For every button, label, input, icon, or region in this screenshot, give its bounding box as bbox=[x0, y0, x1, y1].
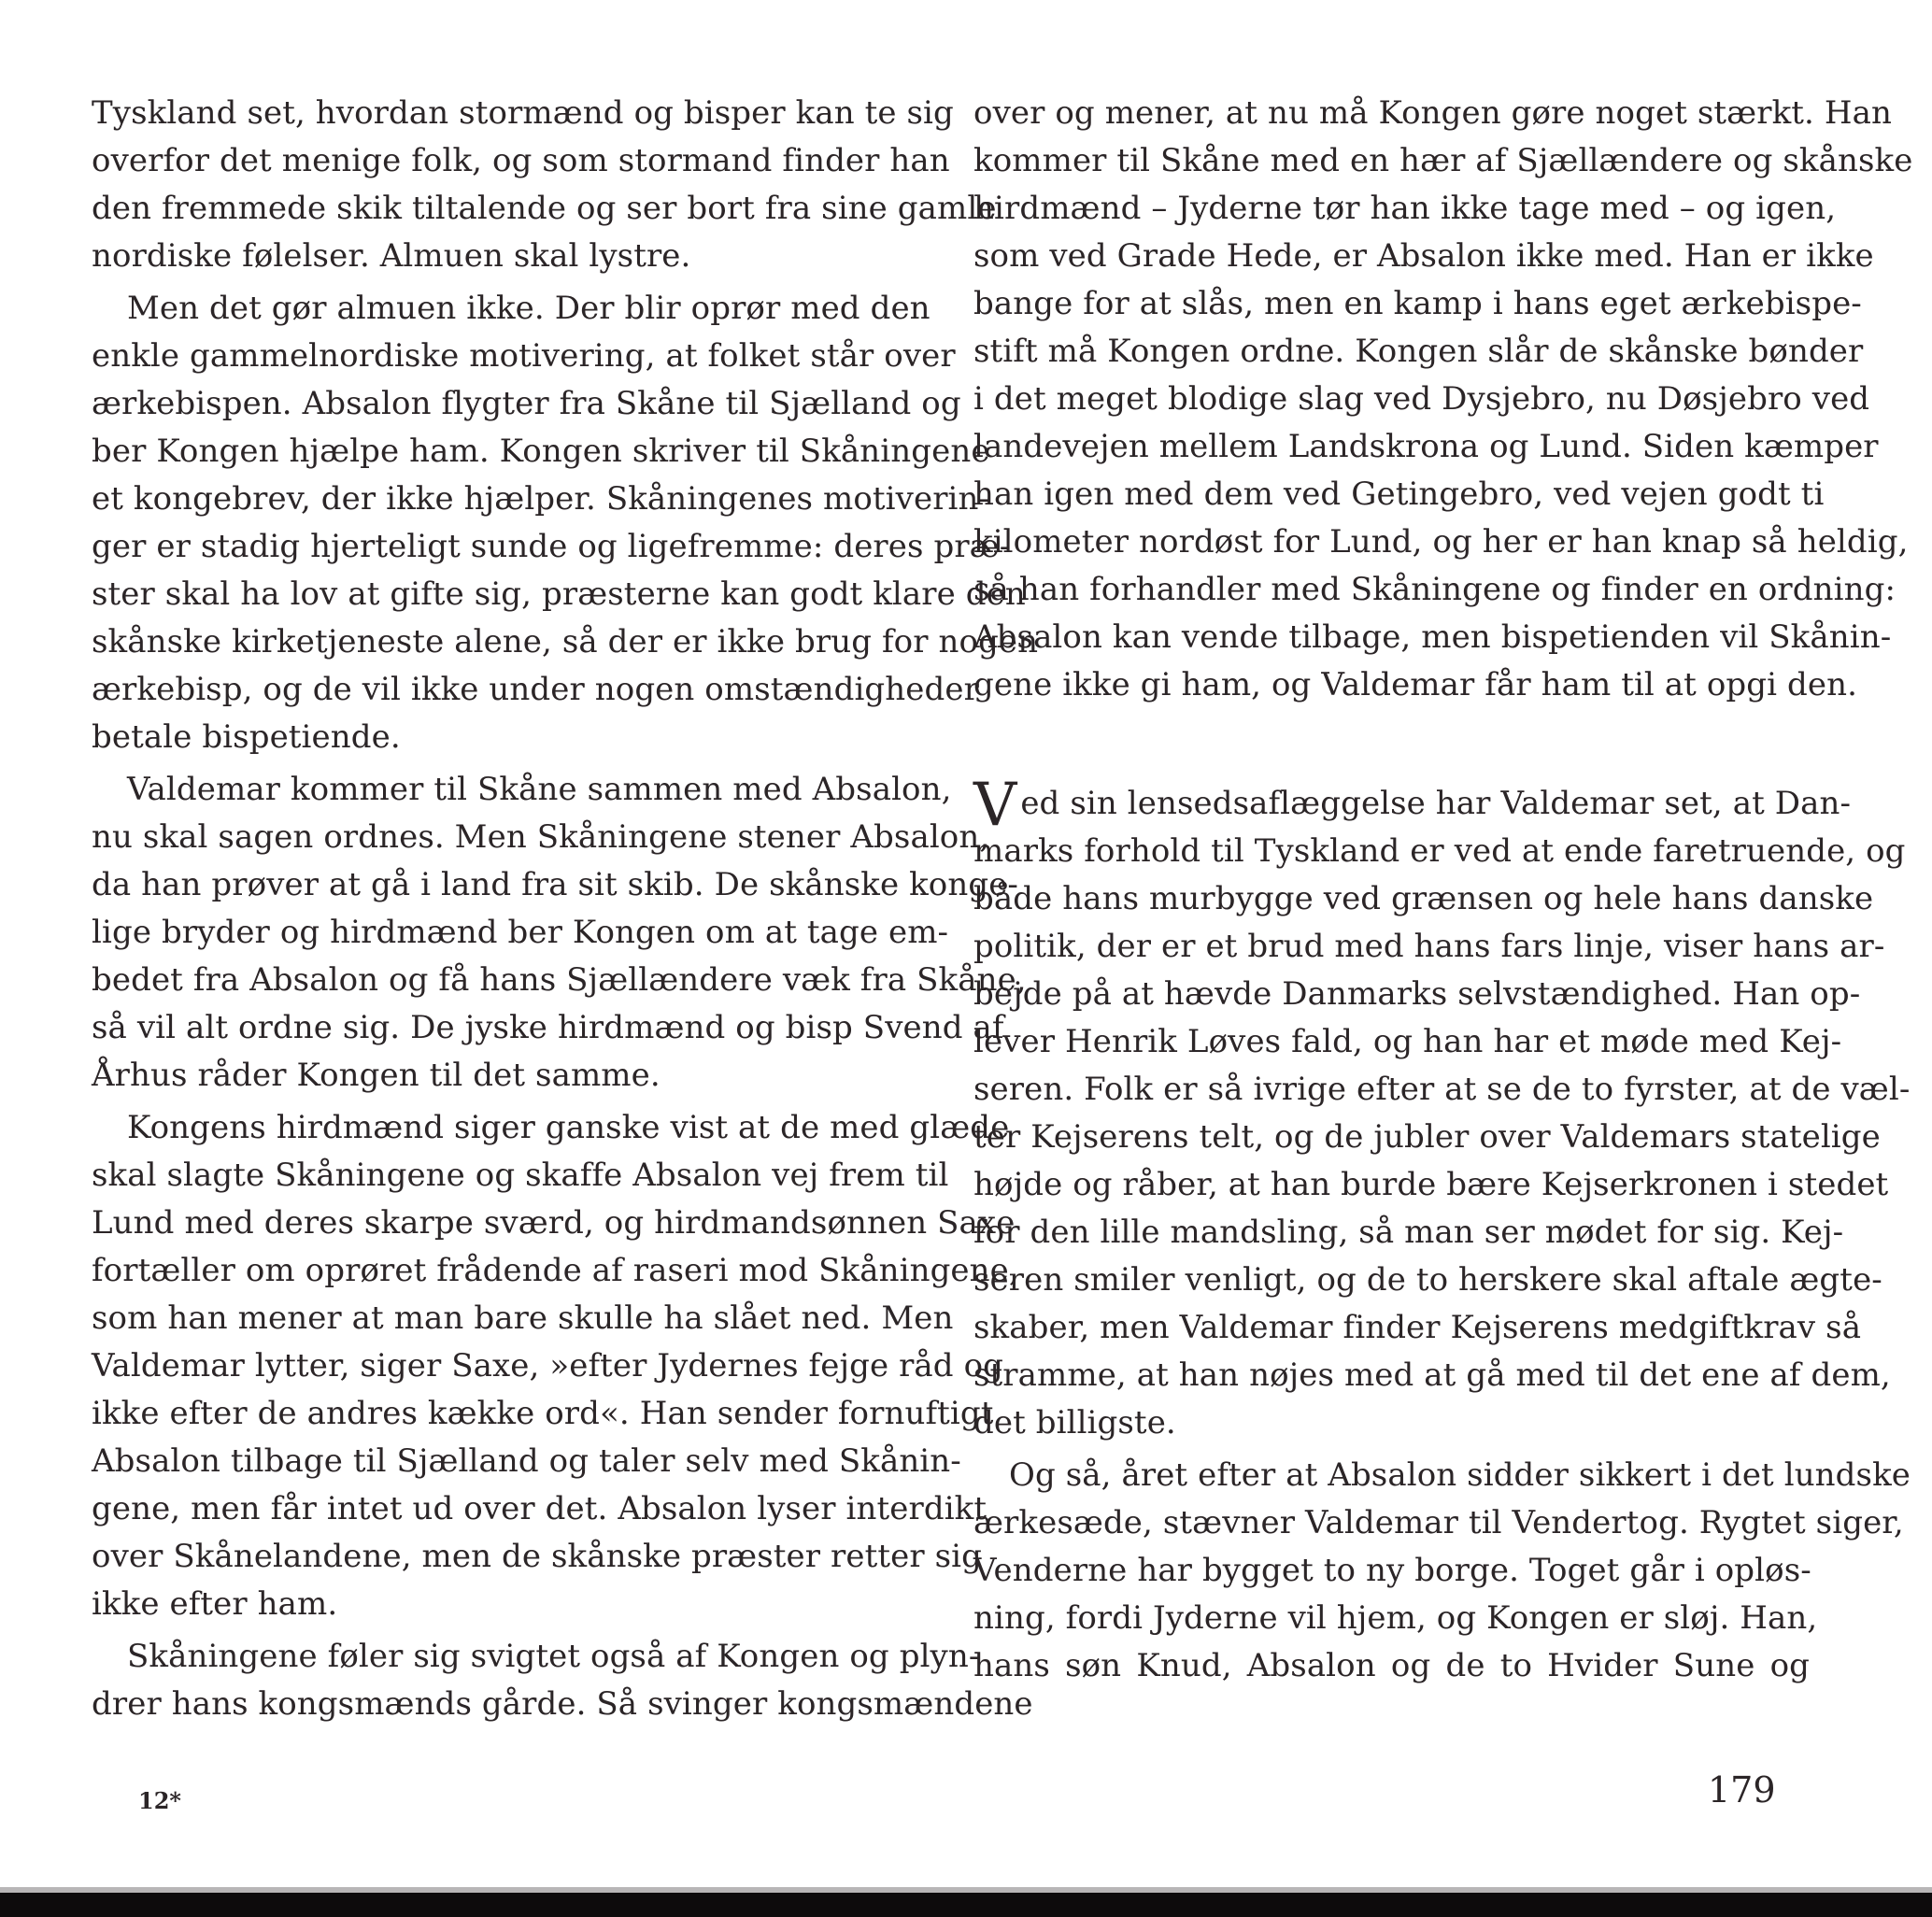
text-line: så han forhandler med Skåningene og finder en ordning: bbox=[973, 571, 1896, 608]
text-line: både hans murbygge ved grænsen og hele hans danske bbox=[973, 880, 1874, 917]
text-line: Lund med deres skarpe sværd, og hirdmandsønnen Saxe bbox=[92, 1204, 1016, 1242]
text-line: Tyskland set, hvordan stormænd og bisper kan te sig bbox=[92, 94, 954, 132]
text-line: bange for at slås, men en kamp i hans eget ærkebispe- bbox=[973, 285, 1862, 322]
text-line: Absalon kan vende tilbage, men bispetienden vil Skånin- bbox=[973, 618, 1892, 656]
right-column-section-b bbox=[973, 771, 1911, 1690]
text-line: da han prøver at gå i land fra sit skib. De skånske konge- bbox=[92, 866, 1019, 903]
text-line: Skåningene føler sig svigtet også af Kongen og plyn- bbox=[127, 1638, 980, 1675]
text-line: højde og råber, at han burde bære Kejserkronen i stedet bbox=[973, 1166, 1889, 1203]
scan-edge-dark bbox=[0, 1893, 1932, 1917]
text-line: for den lille mandsling, så man ser mødet for sig. Kej- bbox=[973, 1214, 1844, 1251]
text-line: lever Henrik Løves fald, og han har et møde med Kej- bbox=[973, 1023, 1842, 1060]
text-line: skal slagte Skåningene og skaffe Absalon vej frem til bbox=[92, 1157, 949, 1194]
text-line: skånske kirketjeneste alene, så der er ikke brug for nogen bbox=[92, 623, 1039, 660]
text-line: stift må Kongen ordne. Kongen slår de skånske bønder bbox=[973, 333, 1864, 370]
text-line: seren smiler venligt, og de to herskere skal aftale ægte- bbox=[973, 1261, 1882, 1299]
text-line: landevejen mellem Landskrona og Lund. Siden kæmper bbox=[973, 428, 1879, 465]
text-line: seren. Folk er så ivrige efter at se de to fyrster, at de væl- bbox=[973, 1071, 1911, 1108]
text-line: som han mener at man bare skulle ha slået ned. Men bbox=[92, 1299, 954, 1337]
text-line: skaber, men Valdemar finder Kejserens medgiftkrav så bbox=[973, 1309, 1862, 1346]
section-break bbox=[973, 709, 1810, 780]
text-line: ikke efter ham. bbox=[92, 1585, 338, 1623]
signature-mark: 12* bbox=[138, 1787, 181, 1814]
text-line: nu skal sagen ordnes. Men Skåningene stener Absalon, bbox=[92, 818, 990, 856]
text-line: ærkesæde, stævner Valdemar til Vendertog. Rygtet siger, bbox=[973, 1504, 1904, 1541]
text-line: ster skal ha lov at gifte sig, præsterne kan godt klare den bbox=[92, 575, 1026, 613]
text-line: over Skånelandene, men de skånske præster retter sig bbox=[92, 1538, 982, 1575]
text-line: som ved Grade Hede, er Absalon ikke med. Han er ikke bbox=[973, 237, 1874, 275]
text-line: drer hans kongsmænds gårde. Så svinger kongsmændene bbox=[92, 1685, 1033, 1723]
text-line: et kongebrev, der ikke hjælper. Skåningenes motiverin- bbox=[92, 480, 990, 518]
text-line: ning, fordi Jyderne vil hjem, og Kongen er sløj. Han, bbox=[973, 1599, 1818, 1637]
text-line: Valdemar lytter, siger Saxe, »efter Jydernes fejge råd og bbox=[92, 1347, 1004, 1384]
text-line: enkle gammelnordiske motivering, at folket står over bbox=[92, 337, 956, 375]
text-line: den fremmede skik tiltalende og ser bort fra sine gamle bbox=[92, 190, 997, 227]
text-line: i det meget blodige slag ved Dysjebro, nu Døsjebro ved bbox=[973, 380, 1870, 418]
text-line: ter Kejserens telt, og de jubler over Valdemars statelige bbox=[973, 1118, 1881, 1156]
text-line: betale bispetiende. bbox=[92, 718, 401, 756]
text-line: han igen med dem ved Getingebro, ved vejen godt ti bbox=[973, 476, 1825, 513]
text-line: hans søn Knud, Absalon og de to Hvider Sune og bbox=[973, 1647, 1810, 1684]
right-column-section-a bbox=[973, 90, 1913, 709]
text-line: Og så, året efter at Absalon sidder sikkert i det lundske bbox=[1009, 1456, 1911, 1494]
text-line: det billigste. bbox=[973, 1404, 1176, 1441]
dropcap-line-rest: ed sin lensedsaflæggelse har Valdemar set, at Dan- bbox=[1020, 785, 1852, 822]
text-line: ikke efter de andres kække ord«. Han sender fornuftigt bbox=[92, 1395, 994, 1432]
text-line: kilometer nordøst for Lund, og her er han knap så heldig, bbox=[973, 523, 1909, 561]
text-line: gene, men får intet ud over det. Absalon lyser interdikt bbox=[92, 1490, 987, 1527]
text-line: ærkebispen. Absalon flygter fra Skåne til Sjælland og bbox=[92, 385, 961, 422]
left-text-column bbox=[92, 90, 1039, 1728]
text-line: Valdemar kommer til Skåne sammen med Absalon, bbox=[127, 771, 952, 808]
text-line: ger er stadig hjerteligt sunde og ligefremme: deres præ- bbox=[92, 528, 1011, 565]
text-line: Århus råder Kongen til det samme. bbox=[92, 1057, 661, 1094]
text-line: så vil alt ordne sig. De jyske hirdmænd og bisp Svend af bbox=[92, 1009, 1004, 1046]
text-line: ber Kongen hjælpe ham. Kongen skriver til Skåningene bbox=[92, 433, 990, 470]
drop-cap-initial: V bbox=[973, 771, 1017, 840]
right-text-column bbox=[973, 90, 1913, 1690]
text-line: kommer til Skåne med en hær af Sjællændere og skånske bbox=[973, 142, 1913, 179]
text-line: bejde på at hævde Danmarks selvstændighed. Han op- bbox=[973, 975, 1861, 1013]
text-line: bedet fra Absalon og få hans Sjællændere væk fra Skåne, bbox=[92, 961, 1027, 999]
text-line: politik, der er et brud med hans fars linje, viser hans ar- bbox=[973, 928, 1885, 965]
text-line: marks forhold til Tyskland er ved at ende faretruende, og bbox=[973, 832, 1906, 870]
text-line-dropcap bbox=[973, 771, 1852, 840]
text-line: Kongens hirdmænd siger ganske vist at de med glæde bbox=[127, 1109, 1010, 1146]
text-line: hirdmænd – Jyderne tør han ikke tage med – og igen, bbox=[973, 190, 1837, 227]
page-number: 179 bbox=[1708, 1769, 1776, 1810]
text-line: nordiske følelser. Almuen skal lystre. bbox=[92, 237, 691, 275]
text-line: Men det gør almuen ikke. Der blir oprør med den bbox=[127, 290, 930, 327]
text-line: ærkebisp, og de vil ikke under nogen omstændigheder bbox=[92, 671, 979, 708]
text-line: Venderne har bygget to ny borge. Toget går i opløs- bbox=[973, 1552, 1811, 1589]
text-line: stramme, at han nøjes med at gå med til det ene af dem, bbox=[973, 1356, 1891, 1394]
text-line: lige bryder og hirdmænd ber Kongen om at tage em- bbox=[92, 914, 949, 951]
text-line: over og mener, at nu må Kongen gøre noget stærkt. Han bbox=[973, 94, 1892, 132]
text-line: fortæller om oprøret frådende af raseri mod Skåningene, bbox=[92, 1252, 1019, 1289]
text-line: overfor det menige folk, og som stormand finder han bbox=[92, 142, 950, 179]
text-line: Absalon tilbage til Sjælland og taler selv med Skånin- bbox=[92, 1442, 961, 1480]
text-line: gene ikke gi ham, og Valdemar får ham til at opgi den. bbox=[973, 666, 1858, 703]
